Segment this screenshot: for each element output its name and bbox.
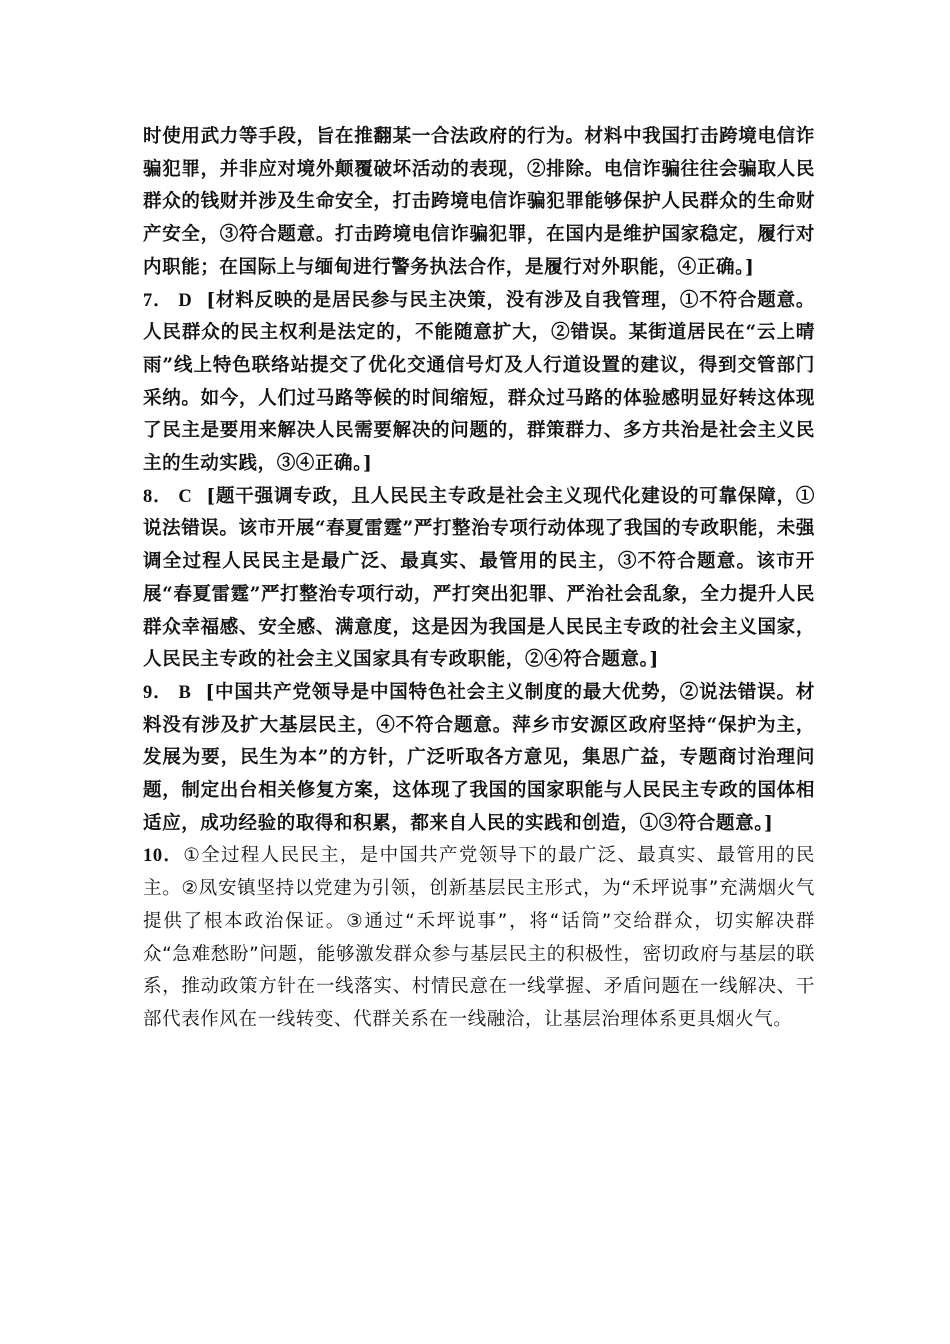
item-explanation: ①全过程人民民主，是中国共产党领导下的最广泛、最真实、最管用的民主。②凤安镇坚持以党建为引领，创新基层民主形式，为“禾坪说事”充满烟火气提供了根本政治保证。③通过“禾坪说事”，将“话筒”交给群众，切实解决群众“急难愁盼”问题，能够激发群众参与基层民主的积极性，密切政府与基层的联系，推动政策方针在一线落实、村情民意在一线掌握、矛盾问题在一线解决、干部代表作风在一线转变、代群关系在一线融洽，让基层治理体系更具烟火气。 [143,845,815,1030]
answer-item-10 [143,840,815,1036]
item-number: 8． [143,486,173,507]
item-number: 9． [143,682,173,703]
answer-item-7 [143,285,815,481]
continuation-paragraph [143,121,815,285]
item-number: 7． [143,290,173,311]
item-answer: C [178,486,193,507]
item-explanation: [材料反映的是居民参与民主决策，没有涉及自我管理，①不符合题意。人民群众的民主权利是法定的，不能随意扩大，②错误。某街道居民在“云上晴雨”线上特色联络站提交了优化交通信号灯及人行道设置的建议，得到交管部门采纳。如今，人们过马路等候的时间缩短，群众过马路的体验感明显好转这体现了民主是要用来解决人民需要解决的问题的，群策群力、多方共治是社会主义民主的生动实践，③④正确。] [143,289,815,475]
answer-item-8 [143,481,815,677]
continuation-text: 时使用武力等手段，旨在推翻某一合法政府的行为。材料中我国打击跨境电信诈骗犯罪，并非应对境外颠覆破坏活动的表现，②排除。电信诈骗往往会骗取人民群众的钱财并涉及生命安全，打击跨境电信诈骗犯罪能够保护人民群众的生命财产安全，③符合题意。打击跨境电信诈骗犯罪，在国内是维护国家稳定，履行对内职能；在国际上与缅甸进行警务执法合作，是履行对外职能，④正确。] [143,126,815,278]
answer-text-body [143,121,815,1037]
item-explanation: [中国共产党领导是中国特色社会主义制度的最大优势，②说法错误。材料没有涉及扩大基层民主，④不符合题意。萍乡市安源区政府坚持“保护为主，发展为要，民生为本”的方针，广泛听取各方意见，集思广益，专题商讨治理问题，制定出台相关修复方案，这体现了我国的国家职能与人民民主专政的国体相适应，成功经验的取得和积累，都来自人民的实践和创造，①③符合题意。] [143,681,815,834]
item-answer: B [178,682,192,703]
item-answer: D [178,290,193,311]
item-explanation: [题干强调专政，且人民民主专政是社会主义现代化建设的可靠保障，①说法错误。该市开展“春夏雷霆”严打整治专项行动体现了我国的专政职能，未强调全过程人民民主是最广泛、最真实、最管用的民主，③不符合题意。该市开展“春夏雷霆”严打整治专项行动，严打突出犯罪、严治社会乱象，全力提升人民群众幸福感、安全感、满意度，这是因为我国是人民民主专政的社会主义国家，人民民主专政的社会主义国家具有专政职能，②④符合题意。] [143,485,815,671]
item-number: 10． [143,846,184,867]
answer-item-9 [143,677,815,841]
